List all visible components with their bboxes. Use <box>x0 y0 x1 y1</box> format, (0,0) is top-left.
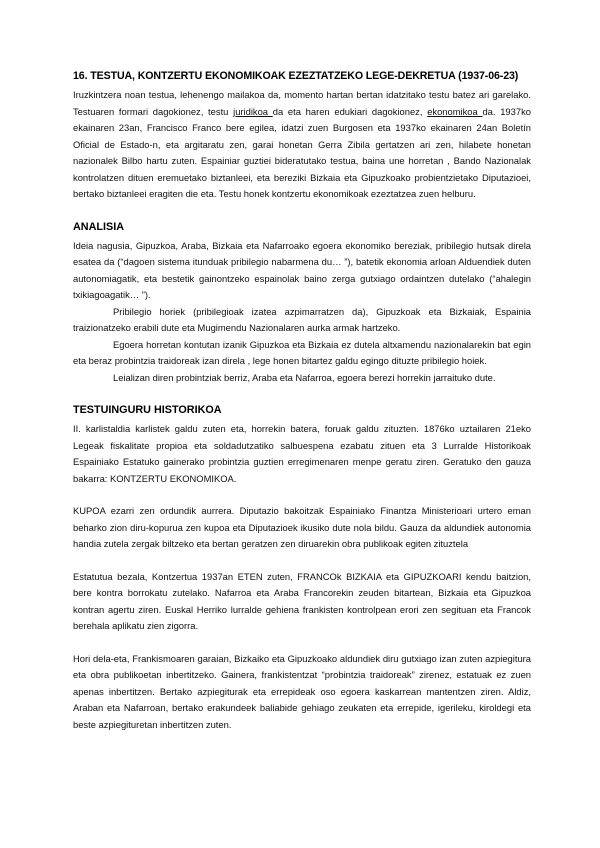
underlined-juridikoa: juridikoa <box>233 105 273 117</box>
intro-text-1: Iruzkintzera noan testua, lehenengo mailakoa da, momento hartan bertan idatzitako testu batez ari garelako. Testuaren formari dagokionez, testu <box>73 89 531 117</box>
document-title: 16. TESTUA, KONTZERTU EKONOMIKOAK EZEZTATZEKO LEGE-DEKRETUA (1937-06-23) <box>73 70 519 82</box>
analisia-paragraph-4: Leializan diren probintziak berriz, Araba eta Nafarroa, egoera berezi horrekin jarraituko dute. <box>113 371 496 383</box>
analisia-paragraph-1: Ideia nagusia, Gipuzkoa, Araba, Bizkaia eta Nafarroako egoera ekonomiko bereziak, pribilegio hutsak direla esatea da (“dagoen sistema itunduak pribilegio nabarmena du… ”), batetik ekonomia arloan Alduendiek duten autonomiagatik, eta bestetik gainontzeko espainolak baino zerga gutxiago ordaintzen dutelako (“ahalegin txikiagoagatik… ”). <box>73 239 531 300</box>
document-page <box>73 70 531 733</box>
testuinguru-paragraph-2: KUPOA ezarri zen ordundik aurrera. Diputazio bakoitzak Espainiako Finantza Ministerioari urtero eman beharko zion diru-kopurua zen kupoa eta Diputazioek ikusiko dute nola bildu. Gauza da aldundiek autonomia handia zutela zergak biltzeko eta bertan geratzen zen diruarekin obra publikoak egiten zituztela <box>73 505 531 549</box>
testuinguru-paragraph-4: Hori dela-eta, Frankismoaren garaian, Bizkaiko eta Gipuzkoako aldundiek diru gutxiago izan zuten azpiegitura eta obra publikoetan inbertitzeko. Gainera, frankistentzat “probintzia traidoreak” zirenez, estatuak ez zuen apenas inbertitzen. Bertako azpiegiturak eta errepideak oso egoera kaskarrean mantentzen ziren. Aldiz, Araban eta Nafarroan, bertako erakundeek baliabide gehiago zeukaten eta errepide, igerileku, kiroldegi eta beste azpiegituretan inbertitzen zuten. <box>73 652 531 730</box>
testuinguru-paragraph-3: Estatutua bezala, Kontzertua 1937an ETEN zuten, FRANCOk BIZKAIA eta GIPUZKOARI kendu baitzion, bere kontra borrokatu zutelako. Nafarroa eta Araba Francorekin zeuden bitartean, Bizkaia eta Gipuzkoa kontran agertu ziren. Euskal Herriko lurralde gehiena frankisten kontrolpean erori zen segituan eta Francok berehala aplikatu zien zigorra. <box>73 570 531 631</box>
testuinguru-heading: TESTUINGURU HISTORIKOA <box>73 404 222 416</box>
testuinguru-paragraph-1: II. karlistaldia karlistek galdu zuten eta, horrekin batera, foruak galdu zituzten. 1876ko uztailaren 21eko Legeak fiskalitate propioa eta soldadutzatiko salbuespena ezabatu zituen eta 3 Lurralde Historikoak Espainiako Estatuko gainerako probintzia guztien erregimenaren menpe geratu ziren. Geratuko den gauza bakarra: KONTZERTU EKONOMIKOA. <box>73 423 531 484</box>
analisia-paragraph-2: Pribilegio horiek (pribilegioak izatea azpimarratzen da), Gipuzkoak eta Bizkaiak, Espainia traizionatzeko erabili dute eta Mugimendu Nazionalaren aurka armak hartzeko. <box>73 305 531 333</box>
intro-paragraph <box>73 87 531 203</box>
analisia-paragraph-3: Egoera horretan kontutan izanik Gipuzkoa eta Bizkaia ez dutela altxamendu nazionalarekin bat egin eta beraz probintzia traidoreak izan direla , lege honen bitartez galdu egingo dituzte pribilegio hoiek. <box>73 338 531 366</box>
intro-text-3: da. 1937ko ekainaren 23an, Francisco Franco bere egilea, idatzi zuen Burgosen eta 1937ko ekainaren 24an Boletín Oficial de Estado-n, eta argitaratu zen, garai honetan Gerra Zibila gertatzen ari zen, hilabete honetan nazionalek Bilbo hartu zuten. Espainiar guztiei bideratutako testua, baina une horretan , Bando Nazionalak kontrolatzen dituen eremuetako biztanleei, eta bereziki Bizkaia eta Gipuzkoako probientzietako Diputazioei, bertako biztanleei eragiten die eta. Testu honek kontzertu ekonomikoak ezeztatzea zuen helburu. <box>73 105 531 199</box>
analisia-heading: ANALISIA <box>73 220 124 233</box>
intro-text-2: da eta haren edukiari dagokionez, <box>272 105 428 117</box>
underlined-ekonomikoa: ekonomikoa <box>427 105 483 117</box>
